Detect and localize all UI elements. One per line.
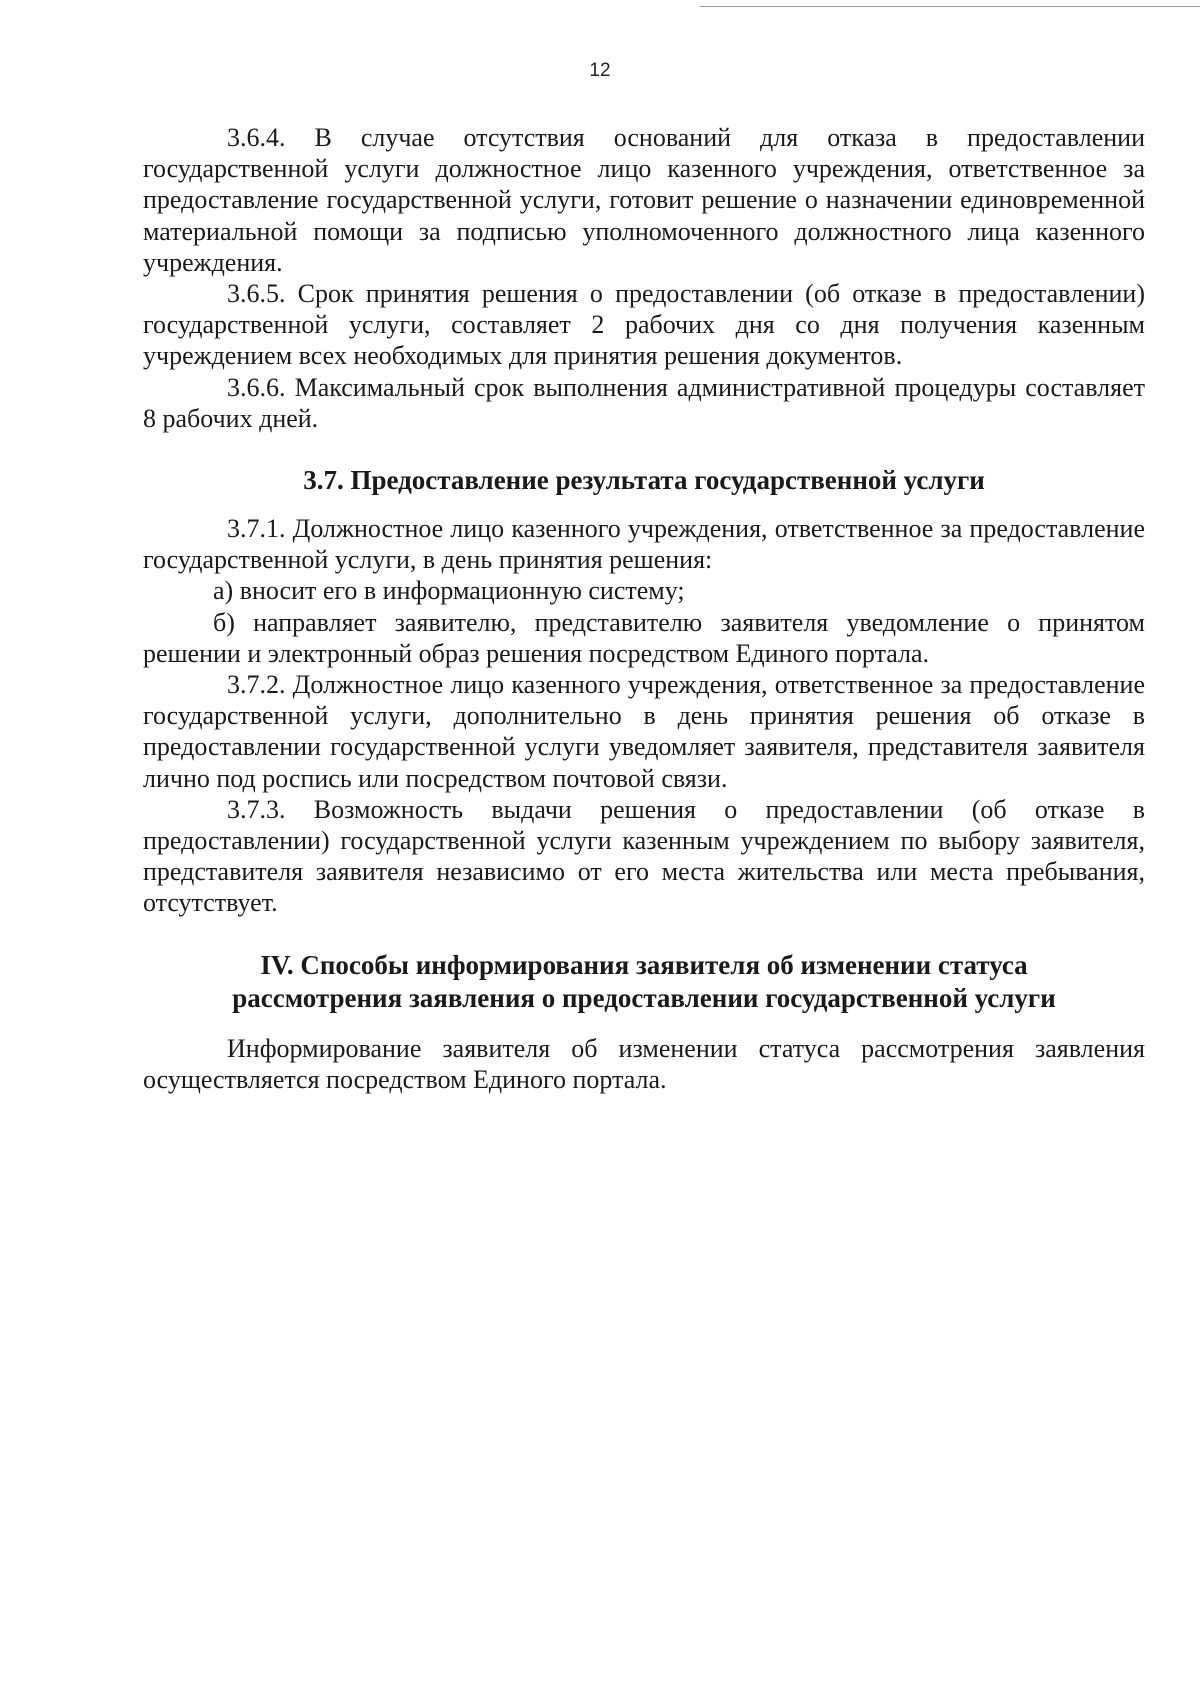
section-heading-iv-line2: рассмотрения заявления о предоставлении государственной услуги (232, 982, 1056, 1013)
paragraph-3-7-2: 3.7.2. Должностное лицо казенного учреждения, ответственное за предоставление государственной услуги, дополнительно в день принятия решения об отказе в предоставлении государственной услуги уведомляет заявителя, представителя заявителя лично под роспись или посредством почтовой связи. (143, 670, 1145, 793)
section-heading-3-7: 3.7. Предоставление результата государственной услуги (303, 465, 985, 496)
section-heading-iv (143, 949, 1145, 1015)
paragraph-3-7-1: 3.7.1. Должностное лицо казенного учреждения, ответственное за предоставление государственной услуги, в день принятия решения: (143, 514, 1145, 575)
scan-edge-line (700, 6, 1200, 7)
paragraph-3-6-6: 3.6.6. Максимальный срок выполнения административной процедуры составляет 8 рабочих дней. (143, 372, 1145, 433)
list-item-b: б) направляет заявителю, представителю заявителя уведомление о принятом решении и электронный образ решения посредством Единого портала. (143, 607, 1145, 668)
list-item-a: а) вносит его в информационную систему; (213, 576, 685, 606)
page-number: 12 (589, 60, 611, 81)
section-heading-iv-line1: IV. Способы информирования заявителя об изменении статуса (260, 949, 1028, 980)
document-body (143, 122, 1145, 1095)
paragraph-iv: Информирование заявителя об изменении статуса рассмотрения заявления осуществляется посредством Единого портала. (143, 1033, 1145, 1094)
paragraph-3-6-5: 3.6.5. Срок принятия решения о предоставлении (об отказе в предоставлении) государственной услуги, составляет 2 рабочих дня со дня получения казенным учреждением всех необходимых для принятия решения документов. (143, 279, 1145, 371)
paragraph-3-7-3: 3.7.3. Возможность выдачи решения о предоставлении (об отказе в предоставлении) государственной услуги казенным учреждением по выбору заявителя, представителя заявителя независимо от его места жительства или места пребывания, отсутствует. (143, 794, 1145, 918)
paragraph-3-6-4: 3.6.4. В случае отсутствия оснований для отказа в предоставлении государственной услуги должностное лицо казенного учреждения, ответственное за предоставление государственной услуги, готовит решение о назначении единовременной материальной помощи за подписью уполномоченного должностного лица казенного учреждения. (143, 123, 1145, 277)
